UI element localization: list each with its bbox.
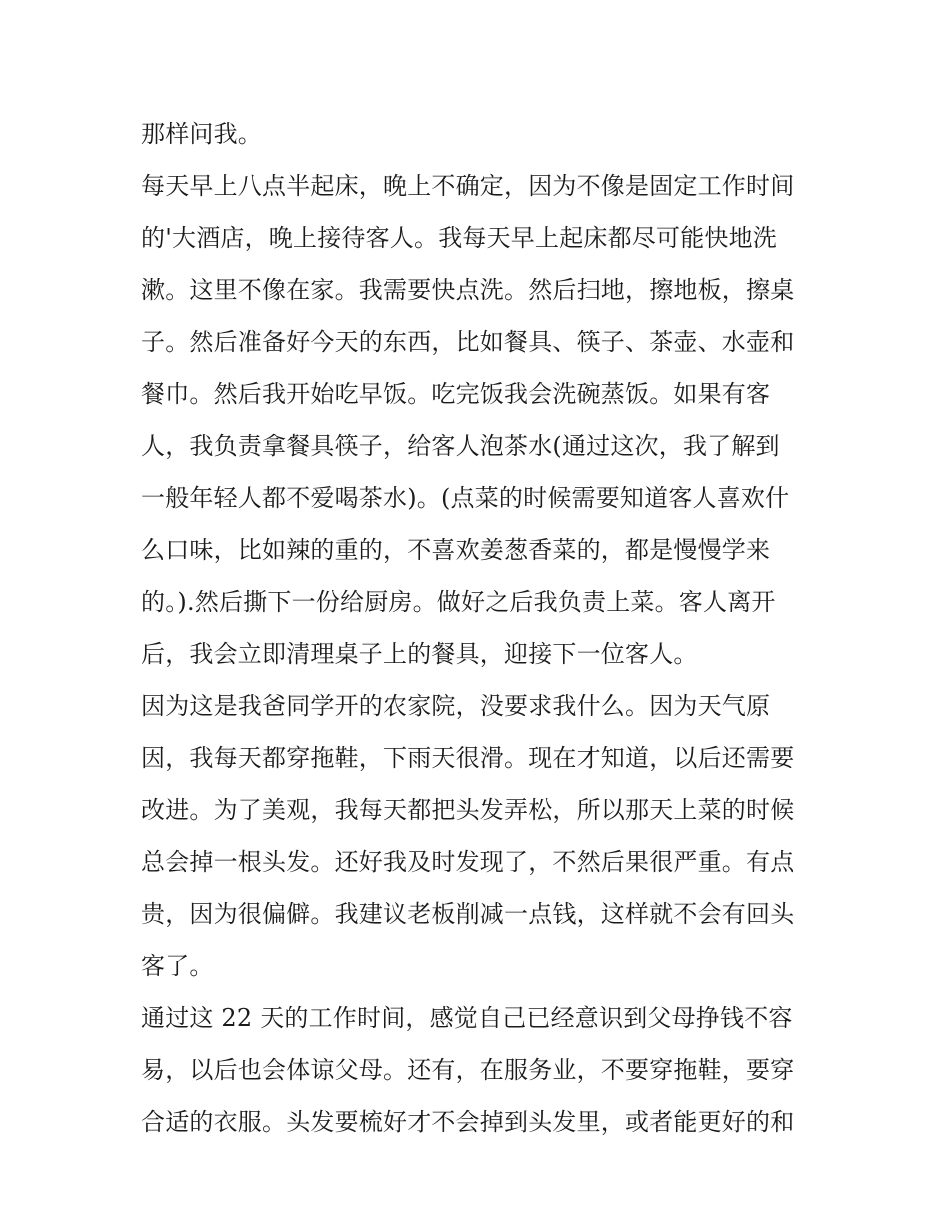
text-line: 子。然后准备好今天的东西，比如餐具、筷子、茶壶、水壶和 [141,328,795,356]
text-line: 人，我负责拿餐具筷子，给客人泡茶水(通过这次，我了解到 [141,432,780,460]
document-body [141,108,821,1148]
text-line: 因，我每天都穿拖鞋，下雨天很滑。现在才知道，以后还需要 [141,744,795,772]
text-line: 通过这 22 天的工作时间，感觉自己已经意识到父母挣钱不容 [141,1004,793,1032]
text-line: 后，我会立即清理桌子上的餐具，迎接下一位客人。 [141,640,698,668]
text-line: 客了。 [141,952,214,980]
text-line: 合适的衣服。头发要梳好才不会掉到头发里，或者能更好的和 [141,1108,795,1136]
text-line: 的。).然后撕下一份给厨房。做好之后我负责上菜。客人离开 [141,588,776,616]
text-line: 餐巾。然后我开始吃早饭。吃完饭我会洗碗蒸饭。如果有客 [141,380,771,408]
text-line: 的'大酒店，晚上接待客人。我每天早上起床都尽可能快地洗 [141,224,777,252]
text-line: 因为这是我爸同学开的农家院，没要求我什么。因为天气原 [141,692,771,720]
text-line: 漱。这里不像在家。我需要快点洗。然后扫地，擦地板，擦桌 [141,276,795,304]
text-line: 总会掉一根头发。还好我及时发现了，不然后果很严重。有点 [141,848,795,876]
text-line: 每天早上八点半起床，晚上不确定，因为不像是固定工作时间 [141,172,795,200]
text-line: 一般年轻人都不爱喝茶水)。(点菜的时候需要知道客人喜欢什 [141,484,790,512]
text-line: 么口味，比如辣的重的，不喜欢姜葱香菜的，都是慢慢学来 [141,536,771,564]
text-line: 贵，因为很偏僻。我建议老板削减一点钱，这样就不会有回头 [141,900,795,928]
text-line: 易，以后也会体谅父母。还有，在服务业，不要穿拖鞋，要穿 [141,1056,795,1084]
text-line: 那样问我。 [141,120,262,148]
text-line: 改进。为了美观，我每天都把头发弄松，所以那天上菜的时候 [141,796,795,824]
